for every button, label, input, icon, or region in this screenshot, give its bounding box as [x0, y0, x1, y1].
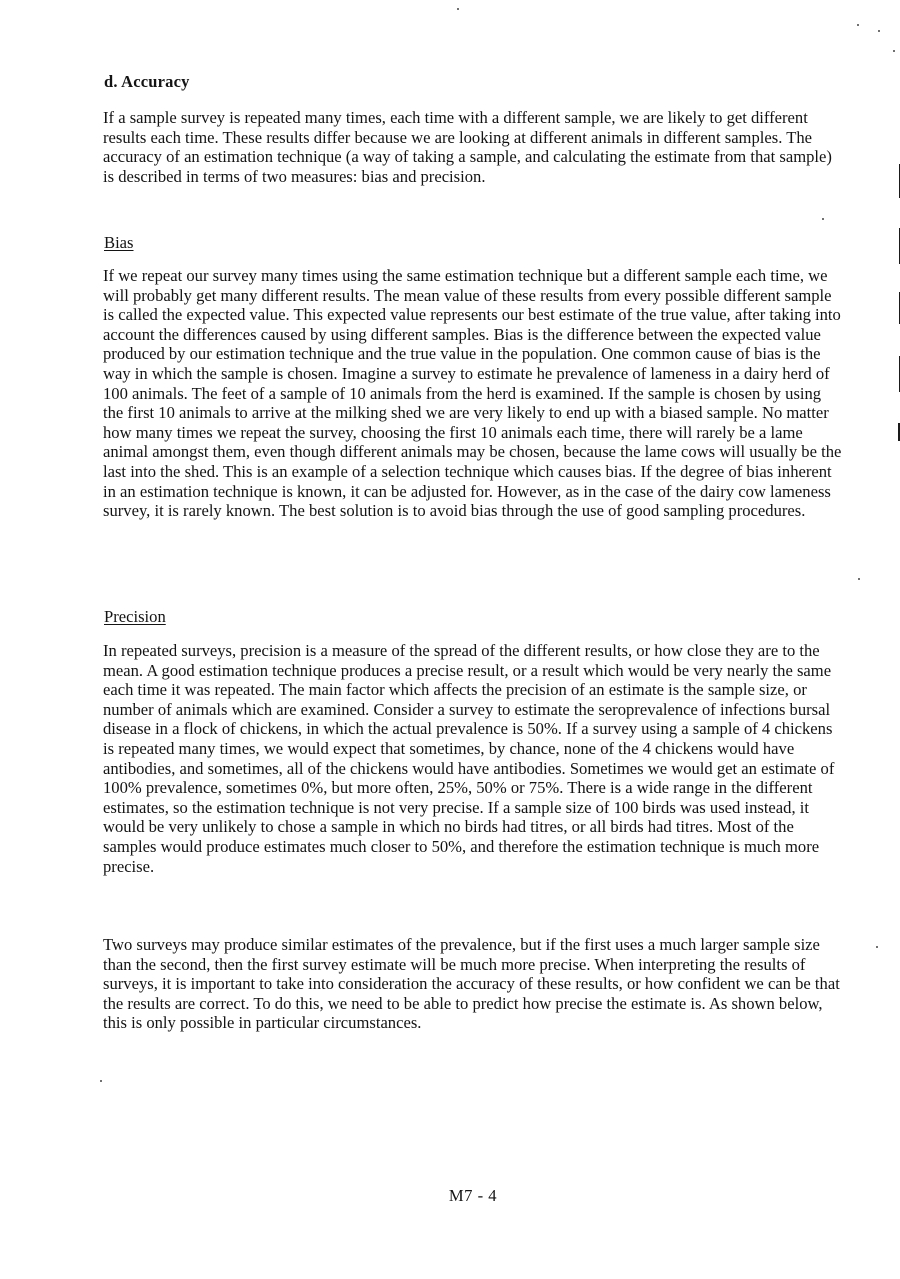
- bias-paragraph: If we repeat our survey many times using the same estimation technique but a different sample each time, we will probably get many different results. The mean value of these results from every possible different sample is called the expected value. This expected value represents our best estimate of the true value, after taking into account the differences caused by using different samples. Bias is the difference between the expected value produced by our estimation technique and the true value in the population. One common cause of bias is the way in which the sample is chosen. Imagine a survey to estimate he prevalence of lameness in a dairy herd of 100 animals. The feet of a sample of 10 animals from the herd is examined. If the sample is chosen by using the first 10 animals to arrive at the milking shed we are very likely to end up with a biased sample. No matter how many times we repeat the survey, choosing the first 10 animals each time, there will rarely be a lame animal amongst them, even though different animals may be chosen, because the lame cows will usually be the last into the shed. This is an example of a selection technique which causes bias. If the degree of bias inherent in an estimation technique is known, it can be adjusted for. However, as in the case of the dairy cow lameness survey, it is rarely known. The best solution is to avoid bias through the use of good sampling procedures.: [103, 266, 842, 521]
- scan-speck: [878, 30, 880, 32]
- scan-speck: [876, 946, 878, 948]
- intro-paragraph: If a sample survey is repeated many times, each time with a different sample, we are likely to get different results each time. These results differ because we are looking at different animals in different samples. The accuracy of an estimation technique (a way of taking a sample, and calculating the estimate from that sample) is described in terms of two measures: bias and precision.: [103, 108, 832, 186]
- scan-speck: [893, 50, 895, 52]
- scan-speck: [857, 24, 859, 26]
- surveys-paragraph: Two surveys may produce similar estimates of the prevalence, but if the first uses a much larger sample size than the second, then the first survey estimate will be much more precise. When interpreting the results of surveys, it is important to take into consideration the accuracy of these results, or how confident we can be that the results are correct. To do this, we need to be able to predict how precise the estimate is. As shown below, this is only possible in particular circumstances.: [103, 935, 840, 1033]
- scan-speck: [858, 578, 860, 580]
- bias-subheading: Bias: [104, 233, 134, 252]
- precision-paragraph: In repeated surveys, precision is a measure of the spread of the different results, or how close they are to the mean. A good estimation technique produces a precise result, or a result which would be very nearly the same each time it was repeated. The main factor which affects the precision of an estimate is the sample size, or number of animals which are examined. Consider a survey to estimate the seroprevalence of infections bursal disease in a flock of chickens, in which the actual prevalence is 50%. If a survey using a sample of 4 chickens is repeated many times, we would expect that sometimes, by chance, none of the 4 chickens would have antibodies, and sometimes, all of the chickens would have antibodies. Sometimes we would get an estimate of 100% prevalence, sometimes 0%, but more often, 25%, 50% or 75%. There is a wide range in the different estimates, so the estimation technique is not very precise. If a sample size of 100 birds was used instead, it would be very unlikely to chose a sample in which no birds had titres, or all birds had titres. Most of the samples would produce estimates much closer to 50%, and therefore the estimation technique is much more precise.: [103, 641, 835, 876]
- scan-speck: [100, 1080, 102, 1082]
- scan-speck: [822, 218, 824, 220]
- section-heading: d. Accuracy: [104, 72, 190, 91]
- precision-subheading: Precision: [104, 607, 166, 626]
- scan-speck: [457, 8, 459, 10]
- page-number: M7 - 4: [448, 1186, 498, 1205]
